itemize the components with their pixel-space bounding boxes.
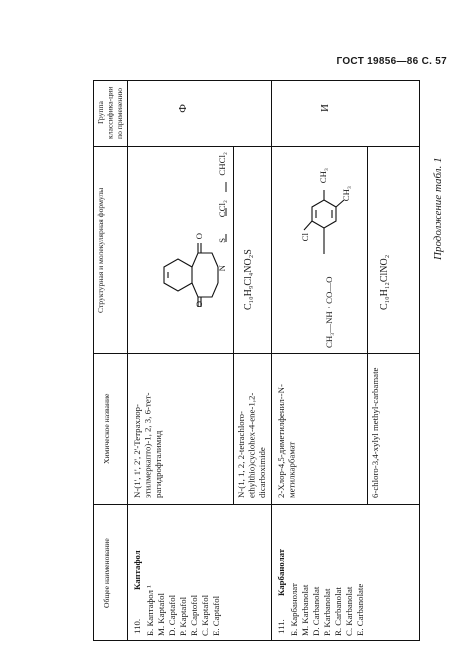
row-111-chemical-ru: 2-Хлор-4,5-диметилфенил--N-метилкарбамат (276, 384, 297, 498)
inner-sep-row2-chem (367, 353, 368, 504)
row-110-chemical-ru: N-(1', 1', 2', 2'-Тетрахлор-этилмеркапто)-1, 2, 3, 6-тет-рагидрофталимид (132, 392, 163, 498)
synonym: М. Karbanolat (300, 584, 310, 636)
col-separator-3 (93, 146, 420, 147)
synonym: R. Carbanolat (333, 587, 343, 636)
row-110-number: 110. (132, 618, 142, 634)
header-group: Группа классифика-ции по применению (96, 86, 124, 140)
row-110-synonyms (145, 510, 267, 636)
col-separator-1 (93, 504, 420, 505)
row-separator (271, 80, 272, 641)
table-border-bottom (93, 640, 420, 641)
page-header: ГОСТ 19856—86 С. 57 (336, 56, 447, 67)
row-111-chemical-en: 6-chloro-3,4-xylyl methyl-carbamate (370, 367, 380, 498)
synonym: C. Kaptafol (200, 594, 210, 636)
synonym: Б. Карбанолат (289, 583, 299, 636)
row-110-formula: C₁₀H₉Cl₄NO₂S (243, 249, 254, 310)
atom-CCl2: CCl₂ (217, 200, 227, 218)
synonym: Б. Каптафол ¹ (145, 585, 155, 636)
atom-CH3: CH₃ (341, 186, 351, 202)
header-formula: Структурная и молекулярная формулы (96, 187, 105, 313)
row-111-formula: C₁₀H₁₂ClNO₂ (379, 254, 390, 310)
row-111-group: И (319, 104, 331, 112)
synonym: P. Karbanolat (322, 588, 332, 636)
atom-Cl: Cl (300, 233, 310, 242)
atom-O: O (194, 233, 204, 240)
synonym: D. Captafol (167, 594, 177, 636)
row-110-chemical-en: N-(1, 1, 2, 2-tetrachloro-ethylthio)cyclohex-4-ene-1,2-dicarboximide (236, 392, 267, 498)
header-separator (127, 80, 128, 641)
row-111-synonyms (289, 510, 417, 636)
synonym: E. Carbanolate (355, 583, 365, 636)
row-110-structure (140, 175, 228, 335)
table-border-right (419, 80, 420, 641)
atom-CHCl2: CHCl₂ (217, 152, 227, 176)
synonym: E. Captafol (211, 595, 221, 636)
synonym: М. Kaptafol (156, 593, 166, 636)
atom-chain: CH₃—NH · CO—O (324, 276, 334, 348)
row-111-common-name: Карбанолат (276, 548, 286, 596)
atom-S: S (217, 238, 227, 243)
synonym: P. Kaptafol (178, 596, 188, 636)
table-border-left (93, 80, 94, 641)
col-separator-2 (93, 353, 420, 354)
synonym: D. Carbanolat (311, 586, 321, 636)
atom-O: O (194, 301, 204, 308)
row-110-bonds (222, 150, 232, 262)
inner-sep-row1-chem (233, 353, 234, 504)
header-common-name: Общее наименование (102, 538, 111, 608)
row-111-number: 111. (276, 619, 286, 634)
continuation-label: Продолжение табл. 1 (432, 157, 444, 260)
row-110-group: Ф (177, 104, 189, 113)
atom-CH3: CH₃ (318, 168, 328, 184)
atom-N: N (217, 265, 227, 272)
synonym: C. Karbanolat (344, 586, 354, 636)
synonym: R. Captofol (189, 594, 199, 636)
table-border-top (93, 80, 420, 81)
row-110-common-name: Каптафол (132, 550, 142, 590)
inner-sep-row1-formula (233, 146, 234, 353)
header-chemical-name: Химическое название (102, 393, 111, 465)
inner-sep-row2-formula (367, 146, 368, 353)
